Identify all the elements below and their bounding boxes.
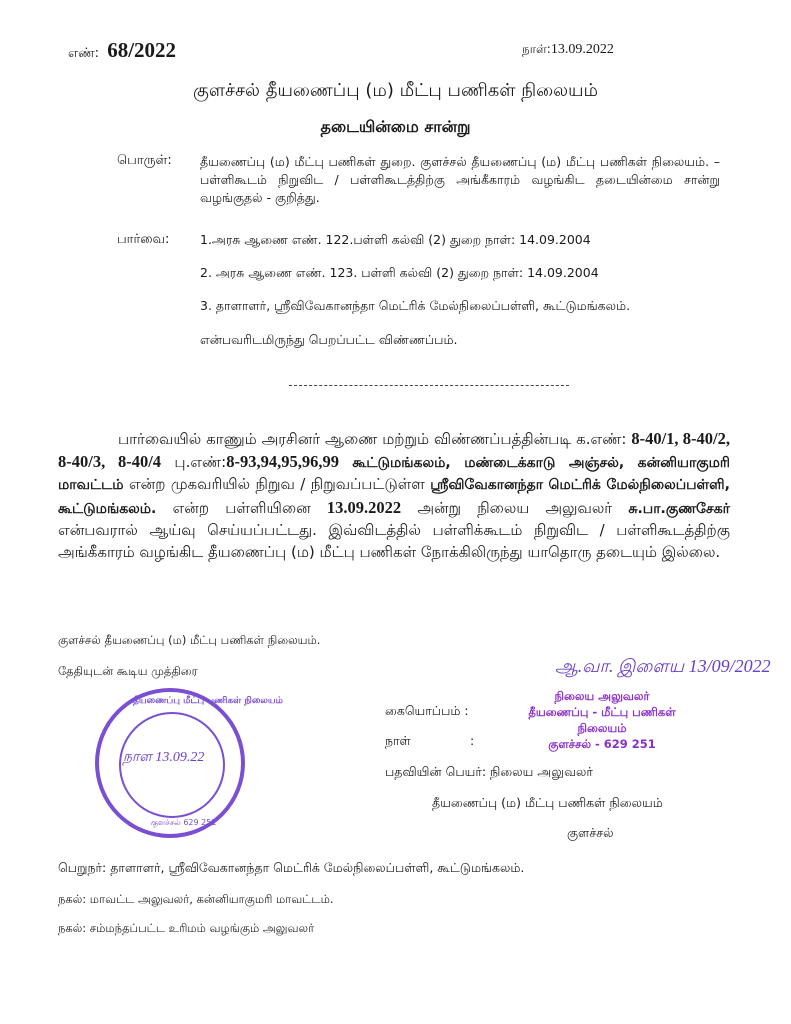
date-field-label: நாள் (385, 733, 411, 748)
ref-value: 68/2022 (107, 38, 177, 62)
date-label: நாள்: (522, 42, 551, 56)
copy-to: நகல்: மாவட்ட அலுவலர், கன்னியாகுமரி மாவட்டம். (58, 892, 334, 906)
school-name: ஸ்ரீவிவேகானந்தா மெட்ரிக் மேல்நிலைப்பள்ளி, கூட்டுமங்கலம். (58, 477, 730, 517)
document-title: தடையின்மை சான்று (320, 117, 471, 136)
seal-label: தேதியுடன் கூடிய முத்திரை (58, 664, 198, 678)
address: கூட்டுமங்கலம், மண்டைக்காடு அஞ்சல், கன்னியாகுமரி மாவட்டம் (58, 454, 730, 493)
survey-numbers: 8-40/1, 8-40/2, 8-40/3, 8-40/4 (58, 429, 730, 471)
officer-name: சு.பா.குணசேகர் (628, 500, 730, 517)
signature-label: கையொப்பம் : (385, 703, 469, 718)
designation-office: தீயணைப்பு (ம) மீட்பு பணிகள் நிலையம் (432, 795, 663, 810)
body-text: என்ற பள்ளியினை (172, 498, 311, 517)
office-stamp (95, 688, 283, 838)
document-date (522, 42, 614, 58)
date-field-colon: : (470, 733, 475, 748)
reference-item: 1.அரசு ஆணை எண். 122.பள்ளி கல்வி (2) துறை நாள்: 14.09.2004 (200, 232, 591, 247)
body-text: அன்று நிலைய அலுவலர் (417, 498, 613, 517)
references-label: பார்வை: (117, 232, 170, 247)
stamp-top-text: தீயணைப்பு மீட்பு பணிகள் நிலையம் (133, 696, 283, 706)
body-text: என்பவரால் ஆய்வு செய்யப்பட்டது. இவ்விடத்தில் பள்ளிக்கூடம் நிறுவிட / பள்ளிகூடத்திற்கு அங்கீகாரம் வழங்கிட தீயணைப்பு (ம) மீட்பு பணிகள் நோக்கிலிருந்து யாதொரு தடையும் இல்லை. (58, 521, 730, 561)
reference-item: 2. அரசு ஆணை எண். 123. பள்ளி கல்வி (2) துறை நாள்: 14.09.2004 (200, 265, 599, 280)
handwritten-signature: ஆ.வா. இளைய 13/09/2022 (555, 656, 771, 676)
reference-number (68, 38, 176, 63)
designation: பதவியின் பெயர்: நிலைய அலுவலர் (385, 764, 593, 779)
subject-text: தீயணைப்பு (ம) மீட்பு பணிகள் துறை. குளச்சல் தீயணைப்பு (ம) மீட்பு பணிகள் நிலையம். – பள்ளிகூடம் நிறுவிட / பள்ளிகூடத்திற்கு அங்கீகாரம் வழங்கிட தடையின்மை சான்று வழங்குதல் - குறித்து. (200, 154, 720, 205)
date-value: 13.09.2022 (550, 42, 614, 57)
reference-item: என்பவரிடமிருந்து பெறப்பட்ட விண்ணப்பம். (200, 332, 458, 347)
recipient: பெறுநர்: தாளாளர், ஸ்ரீவிவேகானந்தா மெட்ரிக் மேல்நிலைப்பள்ளி, கூட்டுமங்கலம். (58, 860, 525, 875)
patta-numbers: 8-93,94,95,96,99 (226, 451, 339, 471)
ref-label: எண்: (68, 46, 100, 61)
divider (289, 385, 569, 386)
seal-line: தீயணைப்பு - மீட்பு பணிகள் நிலையம் (528, 705, 676, 735)
stamp-date: நாள 13.09.22 (123, 750, 205, 765)
officer-seal (507, 688, 697, 752)
copy-to: நகல்: சம்மந்தப்பட்ட உரிமம் வழங்கும் அலுவலர் (58, 921, 315, 935)
inspection-date: 13.09.2022 (326, 497, 402, 517)
seal-line: குளச்சல் - 629 251 (548, 737, 656, 751)
stamp-bottom-text: குளச்சல் 629 251 (151, 818, 217, 827)
seal-line: நிலைய அலுவலர் (554, 689, 650, 703)
office-line: குளச்சல் தீயணைப்பு (ம) மீட்பு பணிகள் நிலையம். (58, 633, 321, 647)
office-title: குளச்சல் தீயணைப்பு (ம) மீட்பு பணிகள் நிலையம் (192, 80, 598, 101)
body-paragraph (58, 428, 730, 563)
subject-label: பொருள்: (117, 153, 172, 168)
body-text: பார்வையில் காணும் அரசினர் ஆணை மற்றும் விண்ணப்பத்தின்படி க.எண்: (118, 430, 627, 448)
patta-label: பு.எண்: (174, 452, 227, 471)
body-text: என்ற முகவரியில் நிறுவ / நிறுவப்பட்டுள்ள (128, 475, 425, 493)
reference-item: 3. தாளாளர், ஸ்ரீவிவேகானந்தா மெட்ரிக் மேல்நிலைப்பள்ளி, கூட்டுமங்கலம். (200, 298, 631, 313)
designation-place: குளச்சல் (567, 825, 614, 840)
